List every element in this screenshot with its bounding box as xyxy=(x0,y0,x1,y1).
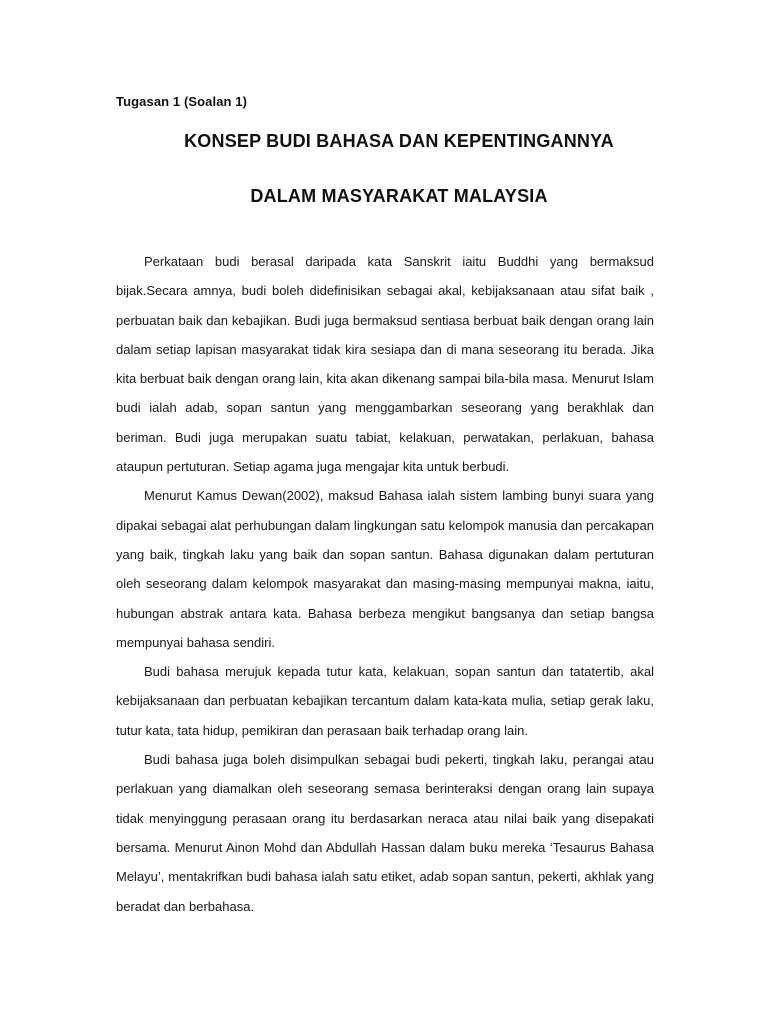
paragraph-2: Menurut Kamus Dewan(2002), maksud Bahasa ialah sistem lambing bunyi suara yang dipakai sebagai alat perhubungan dalam lingkungan satu kelompok manusia dan percakapan yang baik, tingkah laku yang baik dan sopan santun. Bahasa digunakan dalam pertuturan oleh seseorang dalam kelompok masyarakat dan masing-masing mempunyai makna, iaitu, hubungan abstrak antara kata. Bahasa berbeza mengikut bangsanya dan setiap bangsa mempunyai bahasa sendiri. xyxy=(116,488,654,650)
paragraph-4: Budi bahasa juga boleh disimpulkan sebagai budi pekerti, tingkah laku, perangai atau perlakuan yang diamalkan oleh seseorang semasa berinteraksi dengan orang lain supaya tidak menyinggung perasaan orang itu berdasarkan neraca atau nilai baik yang disepakati bersama. Menurut Ainon Mohd dan Abdullah Hassan dalam buku mereka ‘Tesaurus Bahasa Melayu’, mentakrifkan budi bahasa ialah satu etiket, adab sopan santun, pekerti, akhlak yang beradat dan berbahasa. xyxy=(116,752,654,914)
document-body xyxy=(116,247,654,921)
paragraph-1: Perkataan budi berasal daripada kata Sanskrit iaitu Buddhi yang bermaksud bijak.Secara amnya, budi boleh didefinisikan sebagai akal, kebijaksanaan atau sifat baik , perbuatan baik dan kebajikan. Budi juga bermaksud sentiasa berbuat baik dengan orang lain dalam setiap lapisan masyarakat tidak kira sesiapa dan di mana seseorang itu berada. Jika kita berbuat baik dengan orang lain, kita akan dikenang sampai bila-bila masa. Menurut Islam budi ialah adab, sopan santun yang menggambarkan seseorang yang berakhlak dan beriman. Budi juga merupakan suatu tabiat, kelakuan, perwatakan, perlakuan, bahasa ataupun pertuturan. Setiap agama juga mengajar kita untuk berbudi. xyxy=(116,254,654,475)
assignment-label: Tugasan 1 (Soalan 1) xyxy=(116,94,248,109)
document-title-line-2: DALAM MASYARAKAT MALAYSIA xyxy=(250,186,548,206)
document-title-line-1: KONSEP BUDI BAHASA DAN KEPENTINGANNYA xyxy=(184,131,614,151)
paragraph-3: Budi bahasa merujuk kepada tutur kata, kelakuan, sopan santun dan tatatertib, akal kebijaksanaan dan perbuatan kebajikan tercantum dalam kata-kata mulia, setiap gerak laku, tutur kata, tata hidup, pemikiran dan perasaan baik terhadap orang lain. xyxy=(116,664,654,738)
